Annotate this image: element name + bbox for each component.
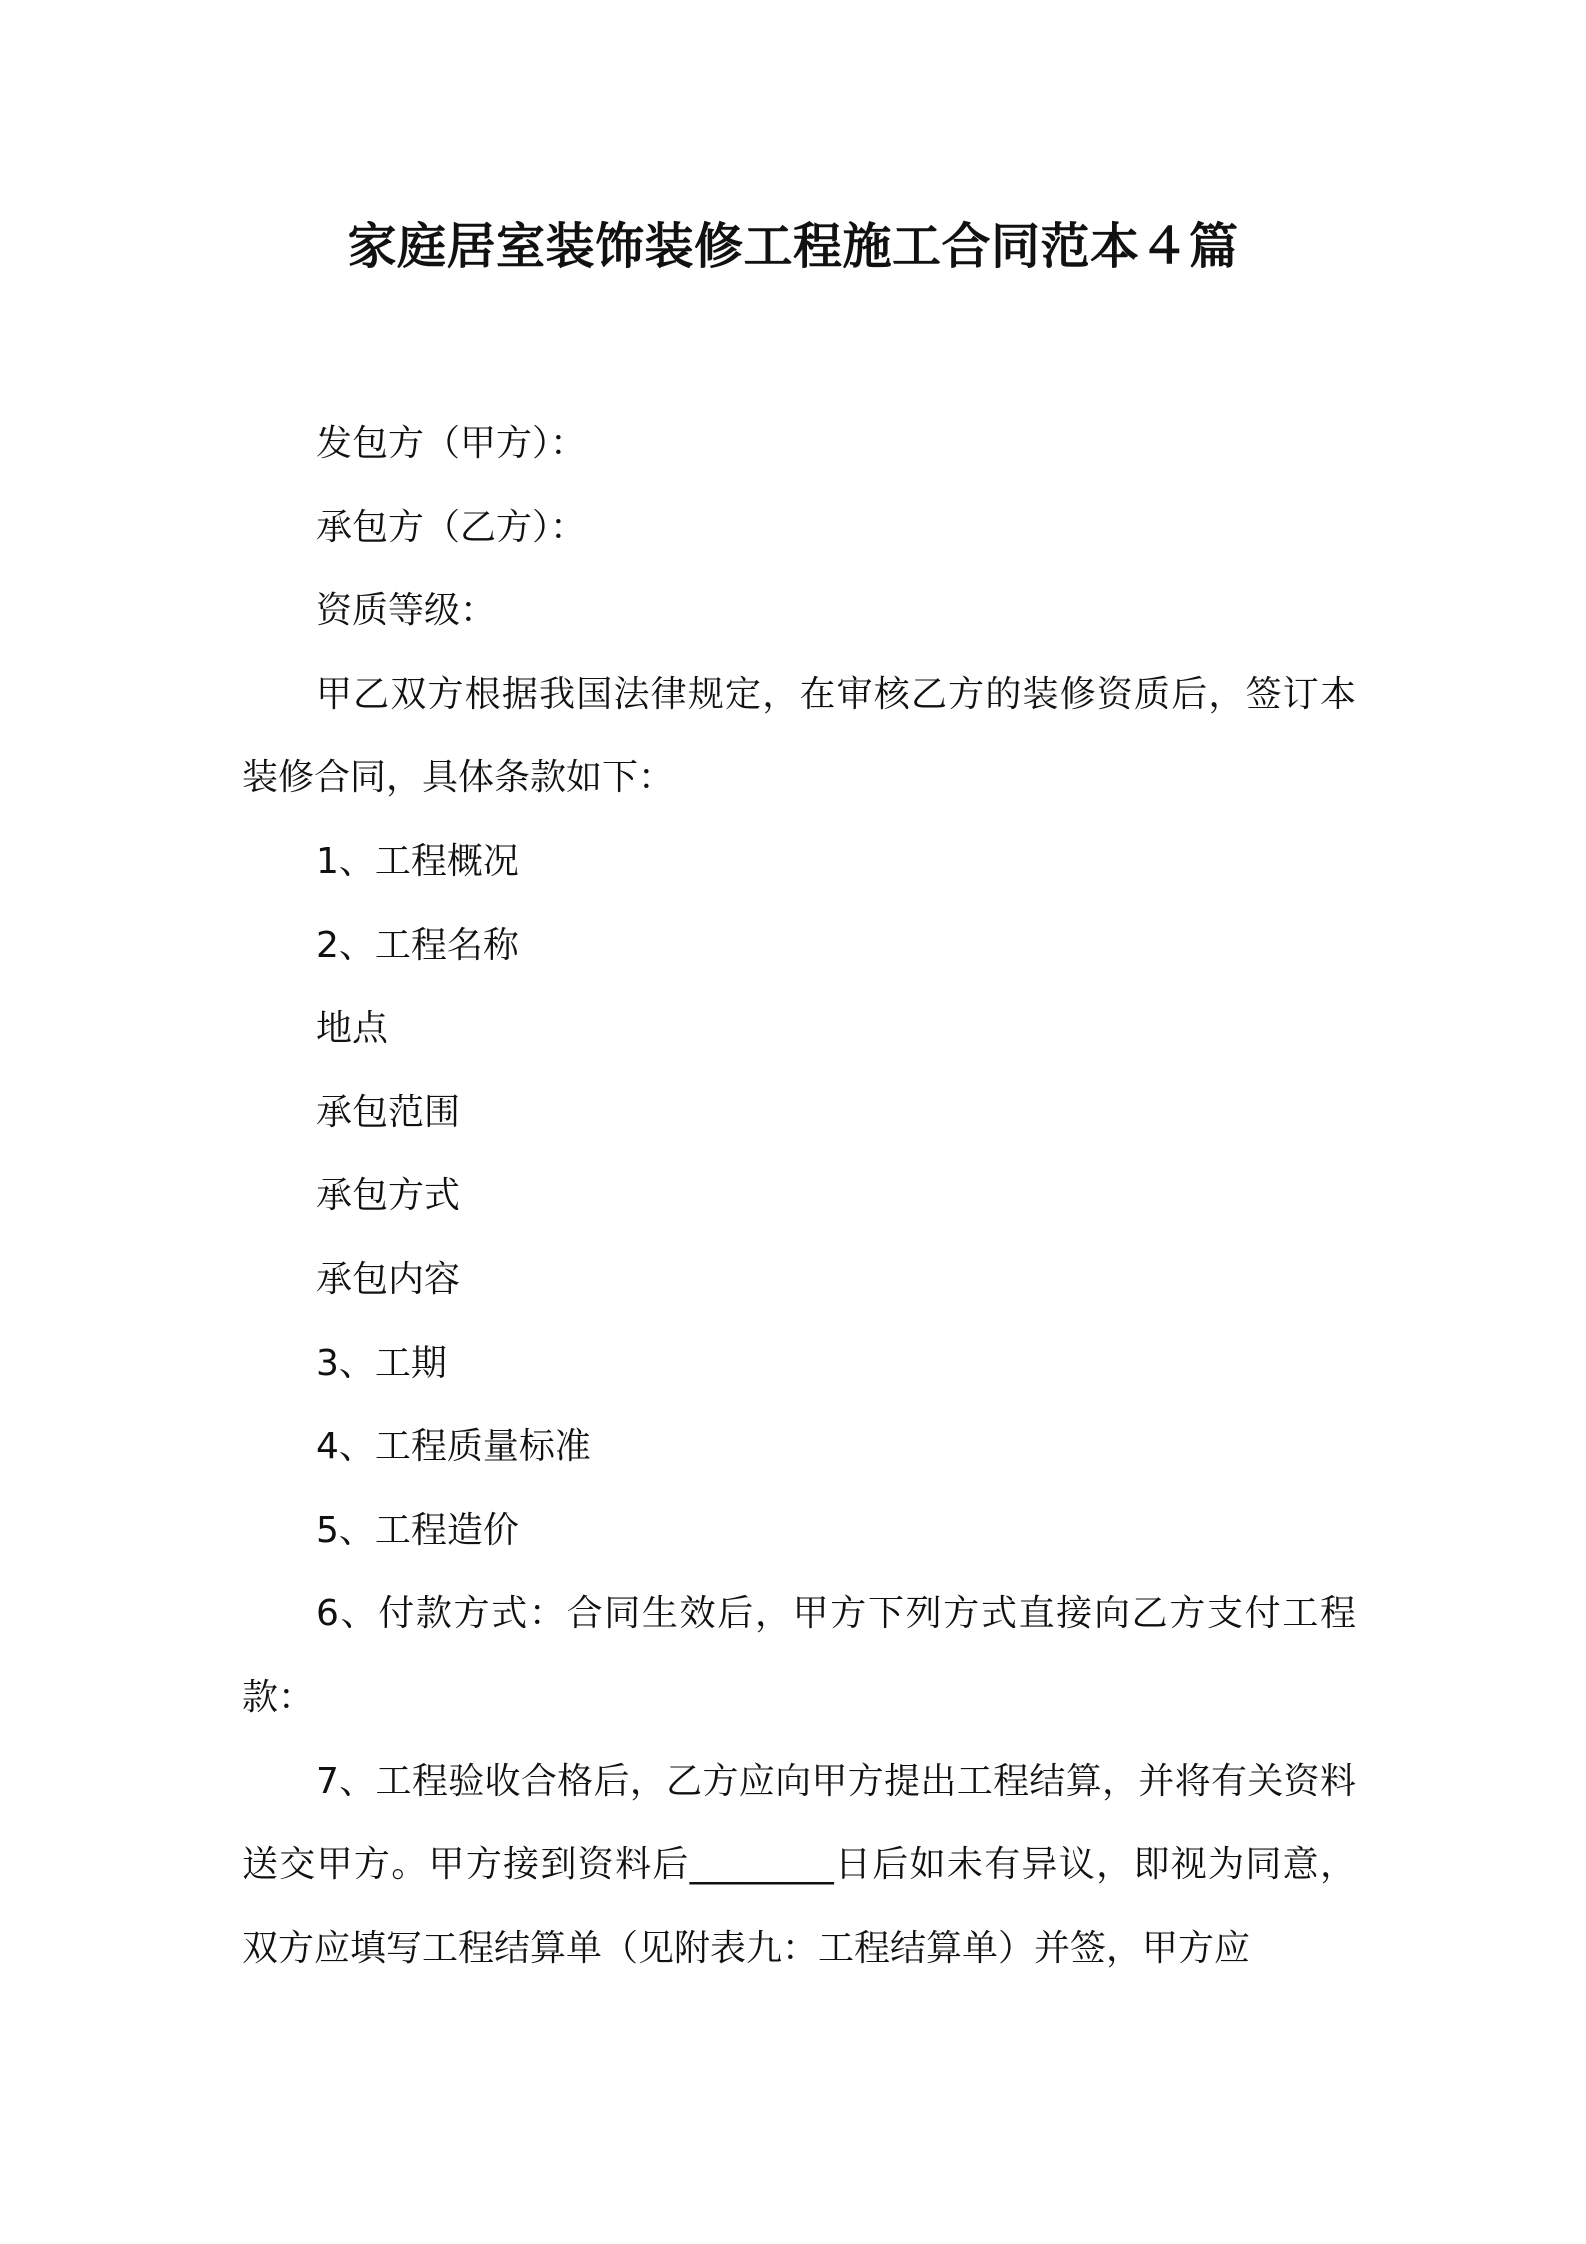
qualification-line: 资质等级： xyxy=(316,590,497,632)
item-4-quality: 4、工程质量标准 xyxy=(316,1426,591,1468)
content-line: 承包内容 xyxy=(316,1258,461,1300)
location-line: 地点 xyxy=(316,1008,389,1050)
item-1-overview: 1、工程概况 xyxy=(316,840,519,882)
employer-line: 发包方（甲方）： xyxy=(316,423,587,464)
item-7-text-part1: 7、工程验收合格后，乙方应向甲方提出工程结算，并将有关资料送交甲方。甲方接到资料后 xyxy=(242,1760,1356,1886)
item-7-acceptance xyxy=(242,1740,1356,1991)
item-2-project-name: 2、工程名称 xyxy=(316,924,519,966)
intro-paragraph: 甲乙双方根据我国法律规定，在审核乙方的装修资质后，签订本装修合同，具体条款如下： xyxy=(242,673,1356,799)
item-7-text-part2: 日后如未有异议，即视为同意，双方应填写工程结算单（见附表九：工程结算单）并签，甲方应 xyxy=(242,1844,1356,1969)
scope-line: 承包范围 xyxy=(316,1091,461,1133)
document-body xyxy=(242,402,1356,1990)
item-3-duration: 3、工期 xyxy=(316,1342,447,1384)
days-blank: ________ xyxy=(689,1844,834,1886)
contractor-line: 承包方（乙方）： xyxy=(316,506,587,548)
item-6-payment: 6、付款方式：合同生效后，甲方下列方式直接向乙方支付工程款： xyxy=(242,1593,1356,1718)
document-title: 家庭居室装饰装修工程施工合同范本４篇 xyxy=(347,218,1239,275)
item-5-cost: 5、工程造价 xyxy=(316,1509,519,1551)
method-line: 承包方式 xyxy=(316,1175,461,1217)
